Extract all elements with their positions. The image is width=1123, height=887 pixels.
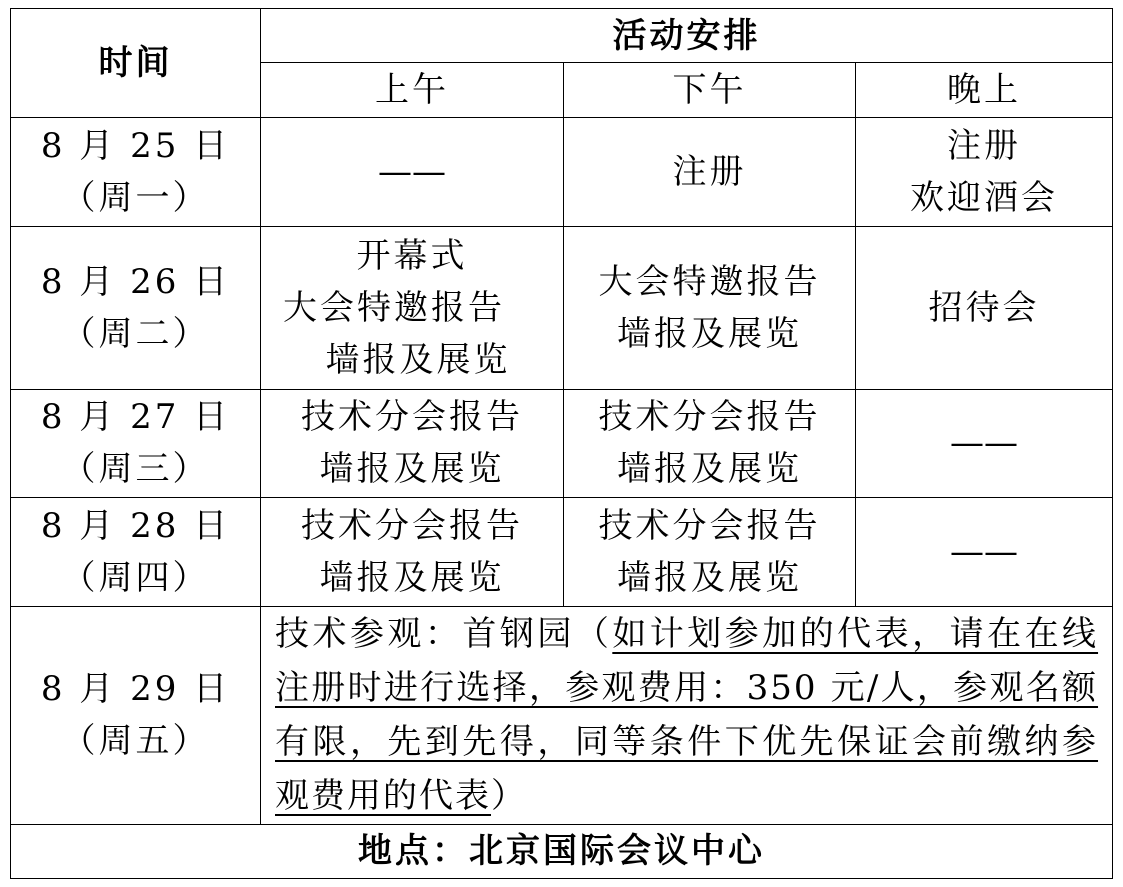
weekday-label: （周四）	[61, 557, 210, 598]
activity-item: 招待会	[928, 287, 1040, 328]
location-row	[11, 824, 1113, 878]
schedule-table	[10, 8, 1113, 879]
date-label: 8 月 27 日	[40, 397, 231, 438]
morning-header: 上午	[261, 63, 564, 118]
afternoon-cell	[564, 498, 856, 606]
activity-item: 墙报及展览	[617, 313, 802, 354]
visit-row	[11, 606, 1113, 824]
activity-item: 墙报及展览	[617, 449, 802, 490]
evening-cell	[856, 226, 1113, 389]
activity-item: 开幕式	[356, 235, 468, 276]
activity-item: 欢迎酒会	[910, 178, 1059, 219]
weekday-label: （周五）	[61, 721, 210, 762]
weekday-label: （周二）	[61, 313, 210, 354]
date-label: 8 月 25 日	[40, 126, 231, 167]
date-cell	[11, 498, 261, 606]
activity-item: 墙报及展览	[325, 339, 511, 380]
activities-header: 活动安排	[261, 9, 1113, 63]
activity-item: 技术分会报告	[301, 397, 523, 438]
morning-cell	[261, 498, 564, 606]
activity-item: 墙报及展览	[617, 557, 802, 598]
empty-dash: ——	[950, 423, 1019, 464]
date-label: 8 月 29 日	[40, 669, 231, 710]
activity-item: 技术分会报告	[598, 505, 821, 546]
afternoon-header: 下午	[564, 63, 856, 118]
activity-item: 墙报及展览	[319, 449, 505, 490]
afternoon-cell	[564, 389, 856, 497]
morning-cell	[261, 389, 564, 497]
evening-cell	[856, 118, 1113, 226]
header-row	[11, 9, 1113, 63]
table-row	[11, 498, 1113, 606]
visit-suffix: ）	[491, 776, 527, 817]
activity-item: 大会特邀报告	[598, 261, 821, 302]
weekday-label: （周一）	[61, 178, 210, 219]
evening-cell	[856, 389, 1113, 497]
table-row	[11, 118, 1113, 226]
technical-visit-cell	[261, 606, 1113, 824]
time-header: 时间	[11, 9, 261, 118]
weekday-label: （周三）	[61, 449, 210, 490]
evening-cell	[856, 498, 1113, 606]
morning-cell	[261, 118, 564, 226]
empty-dash: ——	[378, 152, 446, 193]
visit-note-underlined: 如计划参加的代表，请在在线注册时进行选择，参观费用：350 元/人，参观名额有限，先到先得，同等条件下优先保证会前缴纳参观费用的代表	[275, 614, 1099, 817]
date-cell	[11, 226, 261, 389]
table-row	[11, 226, 1113, 389]
afternoon-cell	[564, 226, 856, 389]
date-cell	[11, 389, 261, 497]
morning-cell	[261, 226, 564, 389]
activity-item: 大会特邀报告	[283, 287, 505, 328]
activity-item: 墙报及展览	[319, 557, 505, 598]
date-cell	[11, 118, 261, 226]
date-label: 8 月 28 日	[40, 505, 231, 546]
date-label: 8 月 26 日	[40, 261, 231, 302]
table-row	[11, 389, 1113, 497]
location-label: 地点：北京国际会议中心	[11, 824, 1113, 878]
activity-item: 技术分会报告	[598, 397, 821, 438]
evening-header: 晚上	[856, 63, 1113, 118]
date-cell	[11, 606, 261, 824]
empty-dash: ——	[950, 531, 1019, 572]
activity-item: 注册	[672, 152, 747, 193]
activity-item: 技术分会报告	[301, 505, 523, 546]
activity-item: 注册	[947, 126, 1022, 167]
visit-prefix: 技术参观：首钢园（	[275, 614, 613, 655]
afternoon-cell	[564, 118, 856, 226]
